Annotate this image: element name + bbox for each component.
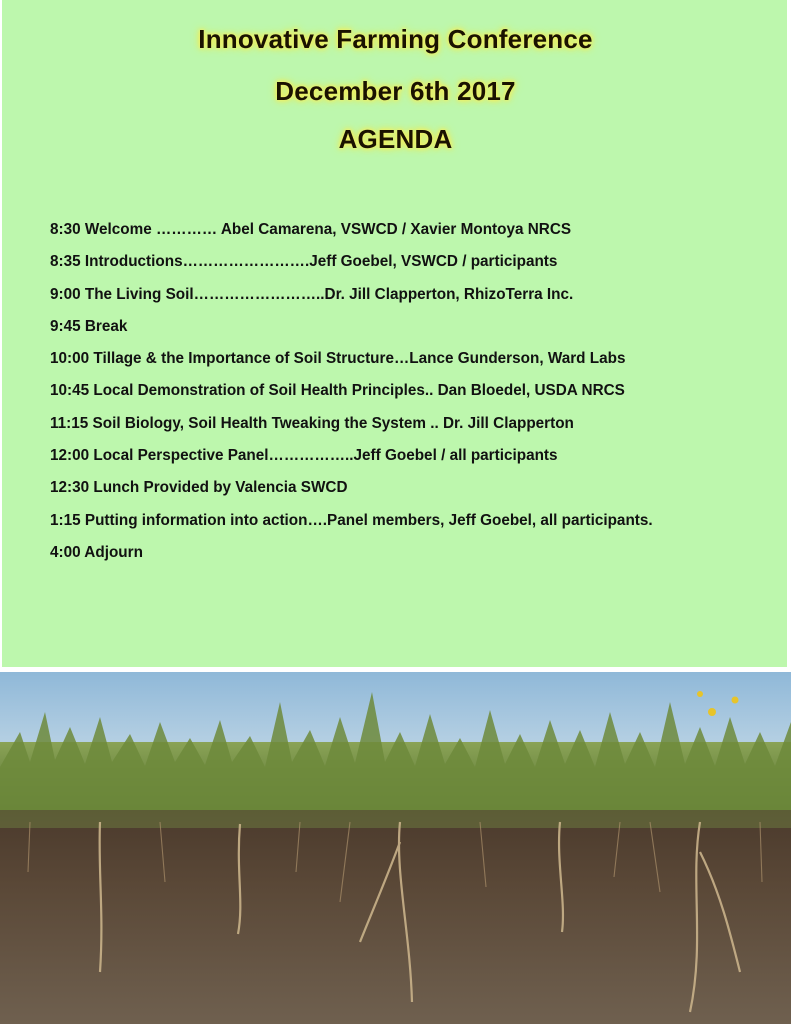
agenda-list [50,220,653,575]
agenda-item: 4:00 Adjourn [50,543,143,561]
soil-profile-image [0,672,791,1024]
agenda-item: 9:45 Break [50,317,128,335]
agenda-item: 12:00 Local Perspective Panel……………..Jeff Goebel / all participants [50,447,558,465]
agenda-heading: AGENDA [338,124,453,154]
agenda-item: 1:15 Putting information into action….Panel members, Jeff Goebel, all participants. [50,511,653,529]
agenda-item: 8:35 Introductions…………………….Jeff Goebel, VSWCD / participants [50,253,558,271]
agenda-item: 10:00 Tillage & the Importance of Soil Structure…Lance Gunderson, Ward Labs [50,350,626,368]
agenda-item: 12:30 Lunch Provided by Valencia SWCD [50,479,348,497]
agenda-item: 8:30 Welcome ………… Abel Camarena, VSWCD / Xavier Montoya NRCS [50,221,572,238]
conference-title: Innovative Farming Conference [198,24,593,54]
agenda-item: 11:15 Soil Biology, Soil Health Tweaking the System .. Dr. Jill Clapperton [50,414,574,432]
conference-date: December 6th 2017 [275,76,516,106]
agenda-item: 10:45 Local Demonstration of Soil Health Principles.. Dan Bloedel, USDA NRCS [50,382,625,400]
agenda-item: 9:00 The Living Soil……………………..Dr. Jill Clapperton, RhizoTerra Inc. [50,285,574,303]
